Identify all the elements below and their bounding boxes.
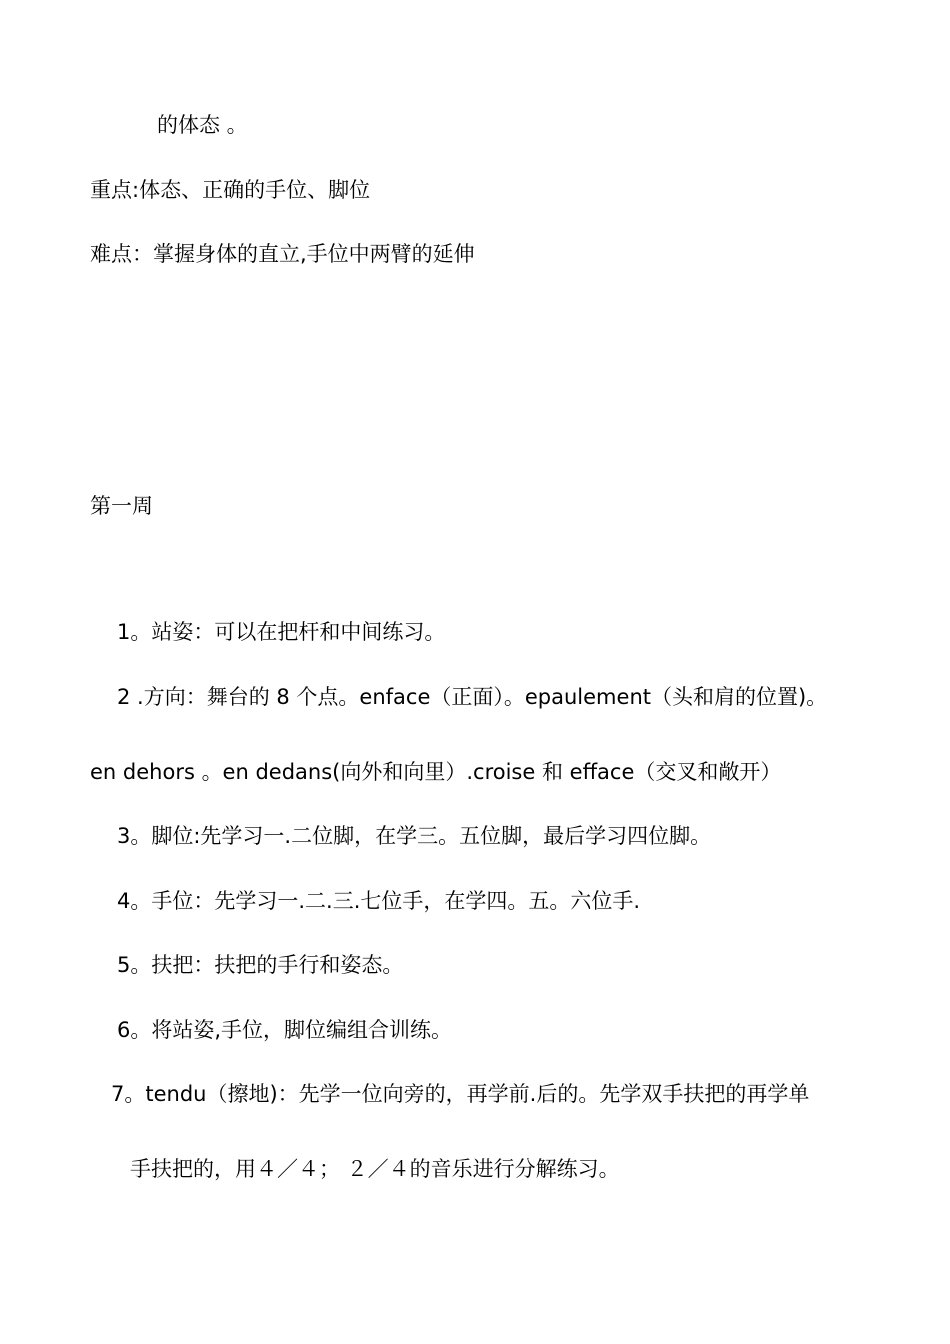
list-item-1: 1。站姿：可以在把杆和中间练习。 [117,620,446,644]
list-item-2-continued: en dehors 。en dedans(向外和向里）.croise 和 efface（交叉和敞开） [90,760,782,784]
section-heading-week-one: 第一周 [90,494,153,518]
list-item-6: 6。将站姿,手位，脚位编组合训练。 [117,1018,453,1042]
list-item-3: 3。脚位:先学习一.二位脚，在学三。五位脚，最后学习四位脚。 [117,824,712,848]
list-item-4: 4。手位：先学习一.二.三.七位手，在学四。五。六位手. [117,889,641,913]
list-item-2: 2 .方向：舞台的 8 个点。enface（正面）。epaulement（头和肩的位置)。 [117,685,828,709]
list-item-5: 5。扶把：扶把的手行和姿态。 [117,953,404,977]
text-line-key-points: 重点:体态、正确的手位、脚位 [90,178,371,202]
text-line-difficulties: 难点：掌握身体的直立,手位中两臂的延伸 [90,242,475,266]
list-item-7-continued: 手扶把的，用４／４； ２／４的音乐进行分解练习。 [130,1157,620,1181]
list-item-7: 7。tendu（擦地)：先学一位向旁的，再学前.后的。先学双手扶把的再学单 [111,1082,810,1106]
text-line-posture-end: 的体态 。 [157,113,248,137]
